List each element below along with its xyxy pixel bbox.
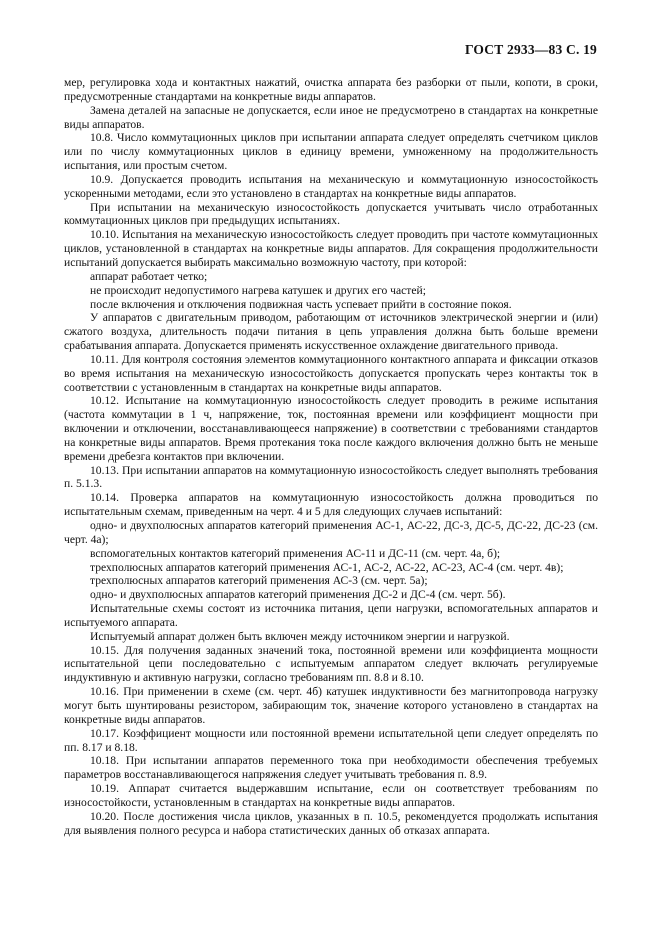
paragraph: 10.19. Аппарат считается выдержавшим испытание, если он соответствует требованиям по износостойкости, установленным в стандартах на конкретные виды аппаратов. [64, 782, 598, 809]
paragraph: 10.16. При применении в схеме (см. черт. 4б) катушек индуктивности без магнитопровода нагрузку могут быть шунтированы резистором, забирающим ток, значение которого установлено в стандартах на конкретные виды аппаратов. [64, 685, 598, 726]
paragraph: одно- и двухполюсных аппаратов категорий применения ДС-2 и ДС-4 (см. черт. 5б). [90, 588, 506, 602]
paragraph: Испытательные схемы состоят из источника питания, цепи нагрузки, вспомогательных аппаратов и испытуемого аппарата. [64, 602, 598, 629]
paragraph: трехполюсных аппаратов категорий применения АС-3 (см. черт. 5а); [90, 574, 428, 588]
paragraph: одно- и двухполюсных аппаратов категорий применения АС-1, АС-22, ДС-3, ДС-5, ДС-22, ДС-23 (см. черт. 4а); [64, 519, 598, 546]
paragraph: 10.14. Проверка аппаратов на коммутационную износостойкость должна проводиться по испытательным схемам, приведенным на черт. 4 и 5 для следующих случаев испытаний: [64, 491, 598, 519]
paragraph: вспомогательных контактов категорий применения АС-11 и ДС-11 (см. черт. 4а, б); [90, 546, 501, 560]
paragraph: 10.18. При испытании аппаратов переменного тока при необходимости обеспечения требуемых параметров восстанавливающегося напряжения следует учитывать требования п. 8.9. [64, 754, 598, 782]
paragraph: 10.11. Для контроля состояния элементов коммутационного контактного аппарата и фиксации отказов во время испытания на механическую износостойкость допускается пропускать через контакты ток в соответствии с установленным в стандартах на конкретные виды аппаратов. [64, 352, 598, 394]
paragraph: трехполюсных аппаратов категорий применения АС-1, АС-2, АС-22, АС-23, АС-4 (см. черт. 4в); [90, 560, 564, 574]
document-body [64, 76, 598, 837]
paragraph: Испытуемый аппарат должен быть включен между источником энергии и нагрузкой. [90, 629, 510, 643]
paragraph: 10.17. Коэффициент мощности или постоянной времени испытательной цепи следует определять по пп. 8.17 и 8.18. [64, 726, 598, 754]
paragraph: 10.9. Допускается проводить испытания на механическую и коммутационную износостойкость ускоренными методами, если это установлено в стандартах на конкретные виды аппаратов. [64, 172, 598, 200]
paragraph: 10.13. При испытании аппаратов на коммутационную износостойкость следует выполнять требования п. 5.1.3. [64, 463, 598, 491]
paragraph: 10.20. После достижения числа циклов, указанных в п. 10.5, рекомендуется продолжать испытания для выявления полного ресурса и набора статистических данных об отказах аппарата. [64, 809, 598, 837]
paragraph: При испытании на механическую износостойкость допускается учитывать число отработанных коммутационных циклов при предыдущих испытаниях. [64, 200, 598, 228]
paragraph: мер, регулировка хода и контактных нажатий, очистка аппарата без разборки от пыли, копоти, в сроки, предусмотренные стандартами на конкретные виды аппаратов. [64, 76, 598, 103]
paragraph: 10.12. Испытание на коммутационную износостойкость следует проводить в режиме испытания (частота коммутации в 1 ч, напряжение, ток, постоянная времени или коэффициент мощности при включении и отключении, восстанавливающееся напряжение) в соответствии с требованиями стандартов на конкретные виды аппаратов. Время протекания тока после каждого включения должно быть не меньше времени дребезга контактов при включении. [64, 394, 598, 463]
paragraph: 10.8. Число коммутационных циклов при испытании аппарата следует определять счетчиком циклов или по числу коммутационных циклов в единицу времени, умноженному на продолжительность испытания, или простым счетом. [64, 131, 598, 173]
paragraph: 10.10. Испытания на механическую износостойкость следует проводить при частоте коммутационных циклов, установленной в стандартах на конкретные виды аппаратов. Для сокращения продолжительности испытаний допускается выбирать максимально возможную частоту, при которой: [64, 228, 598, 269]
paragraph: после включения и отключения подвижная часть успевает прийти в состояние покоя. [90, 297, 512, 311]
paragraph: 10.15. Для получения заданных значений тока, постоянной времени или коэффициента мощности испытательной цепи последовательно с испытуемым аппаратом следует включать регулируемые индуктивную и активную нагрузки, согласно требованиям пп. 8.8 и 8.10. [64, 643, 598, 685]
page-header: ГОСТ 2933—83 С. 19 [464, 42, 597, 57]
paragraph: аппарат работает четко; [90, 269, 208, 283]
paragraph: Замена деталей на запасные не допускается, если иное не предусмотрено в стандартах на конкретные виды аппаратов. [64, 103, 598, 131]
paragraph: У аппаратов с двигательным приводом, работающим от источников электрической энергии и (или) сжатого воздуха, длительность подачи питания в цепь управления должна быть больше времени срабатывания аппарата. Допускается применять искусственное охлаждение двигательного привода. [64, 311, 598, 353]
paragraph: не происходит недопустимого нагрева катушек и других его частей; [90, 283, 426, 297]
